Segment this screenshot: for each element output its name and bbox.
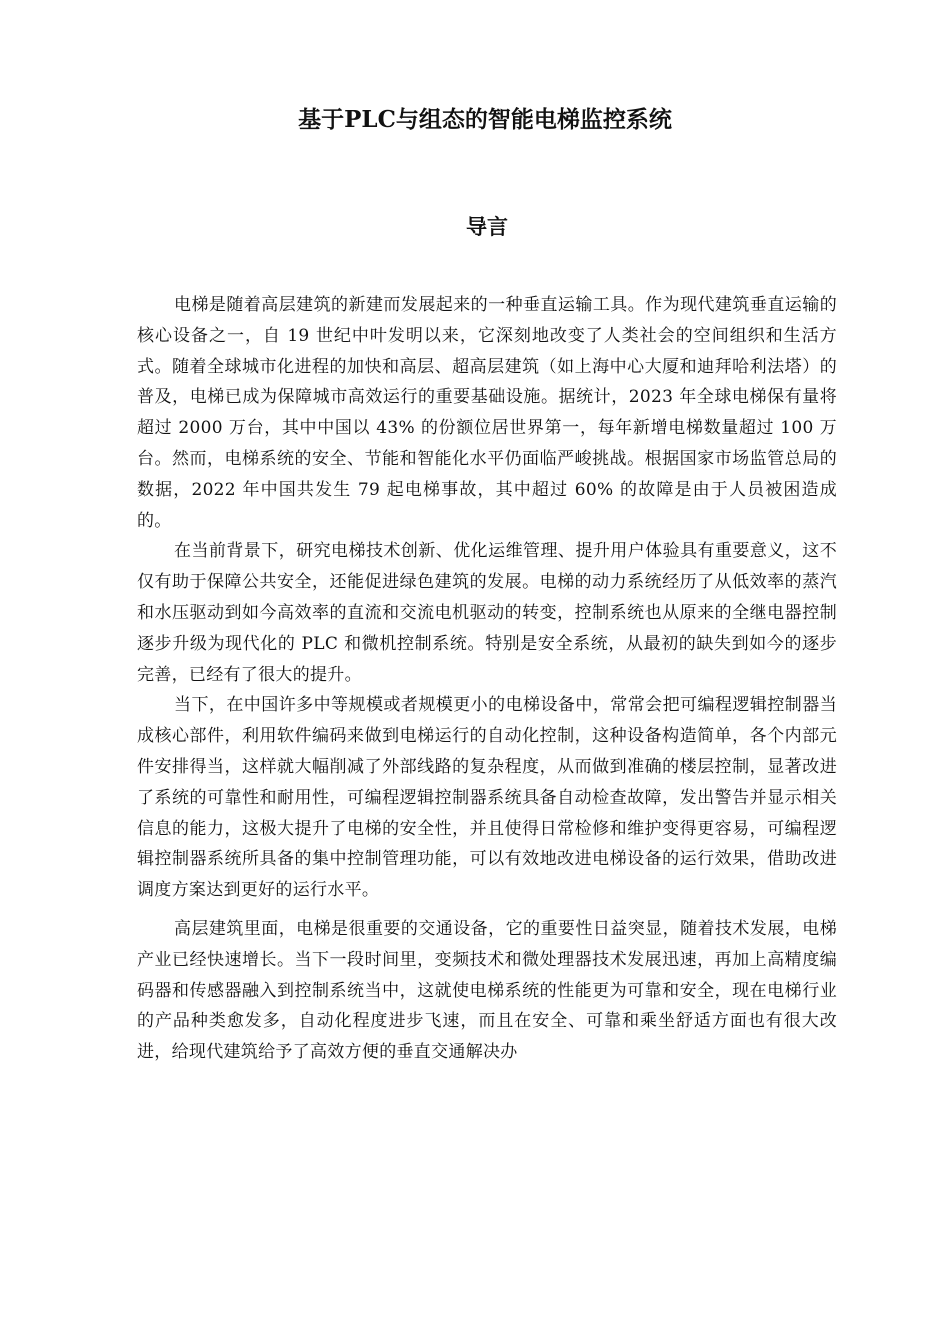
document-title: 基于PLC与组态的智能电梯监控系统 bbox=[298, 106, 672, 133]
section-heading-introduction: 导言 bbox=[466, 214, 508, 239]
document-body bbox=[137, 290, 837, 1068]
paragraph-4: 高层建筑里面，电梯是很重要的交通设备，它的重要性日益突显，随着技术发展，电梯产业已经快速增长。当下一段时间里，变频技术和微处理器技术发展迅速，再加上高精度编码器和传感器融入到控制系统当中，这就使电梯系统的性能更为可靠和安全，现在电梯行业的产品种类愈发多，自动化程度进步飞速，而且在安全、可靠和乘坐舒适方面也有很大改进，给现代建筑给予了高效方便的垂直交通解决办 bbox=[137, 918, 837, 1063]
paragraph-2: 在当前背景下，研究电梯技术创新、优化运维管理、提升用户体验具有重要意义，这不仅有助于保障公共安全，还能促进绿色建筑的发展。电梯的动力系统经历了从低效率的蒸汽和水压驱动到如今高效率的直流和交流电机驱动的转变，控制系统也从原来的全继电器控制逐步升级为现代化的 PLC 和微机控制系统。特别是安全系统，从最初的缺失到如今的逐步完善，已经有了很大的提升。 bbox=[137, 541, 837, 685]
paragraph-1: 电梯是随着高层建筑的新建而发展起来的一种垂直运输工具。作为现代建筑垂直运输的核心设备之一，自 19 世纪中叶发明以来，它深刻地改变了人类社会的空间组织和生活方式。随着全球城市化进程的加快和高层、超高层建筑（如上海中心大厦和迪拜哈利法塔）的普及，电梯已成为保障城市高效运行的重要基础设施。据统计，2023 年全球电梯保有量将超过 2000 万台，其中中国以 43% 的份额位居世界第一，每年新增电梯数量超过 100 万台。然而，电梯系统的安全、节能和智能化水平仍面临严峻挑战。根据国家市场监管总局的数据，2022 年中国共发生 79 起电梯事故，其中超过 60% 的故障是由于人员被困造成的。 bbox=[137, 295, 837, 531]
paragraph-3: 当下，在中国许多中等规模或者规模更小的电梯设备中，常常会把可编程逻辑控制器当成核心部件，利用软件编码来做到电梯运行的自动化控制，这种设备构造简单，各个内部元件安排得当，这样就大幅削减了外部线路的复杂程度，从而做到准确的楼层控制，显著改进了系统的可靠性和耐用性，可编程逻辑控制器系统具备自动检查故障，发出警告并显示相关信息的能力，这极大提升了电梯的安全性，并且使得日常检修和维护变得更容易，可编程逻辑控制器系统所具备的集中控制管理功能，可以有效地改进电梯设备的运行效果，借助改进调度方案达到更好的运行水平。 bbox=[137, 695, 837, 901]
